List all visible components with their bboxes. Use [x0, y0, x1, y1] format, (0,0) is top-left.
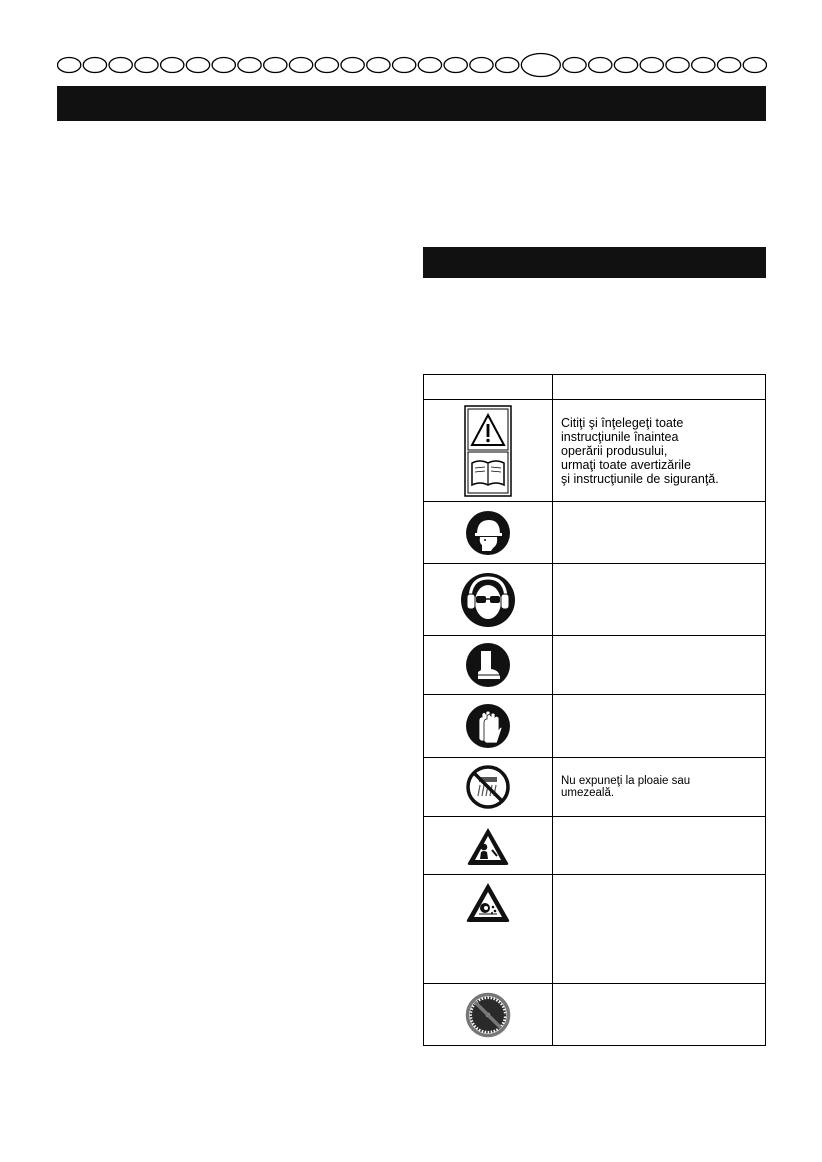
table-row [424, 502, 766, 564]
read-manual-warning-icon [464, 405, 512, 497]
safety-boots-icon [465, 642, 511, 688]
page-indicator-oval [264, 58, 287, 73]
hard-hat-icon [465, 510, 511, 556]
page-indicator [57, 52, 767, 78]
page-indicator-oval [717, 58, 740, 73]
page-indicator-oval [692, 58, 715, 73]
no-rain-icon [465, 764, 511, 810]
page-indicator-oval [83, 58, 106, 73]
safety-gloves-icon [465, 703, 511, 749]
table-row [424, 564, 766, 636]
page-indicator-oval [563, 58, 586, 73]
table-row [424, 400, 766, 502]
page-indicator-oval [418, 58, 441, 73]
table-row [424, 984, 766, 1046]
page-indicator-oval [58, 58, 81, 73]
table-row [424, 636, 766, 695]
page-indicator-oval [109, 58, 132, 73]
table-row [424, 695, 766, 758]
page-indicator-oval [470, 58, 493, 73]
eye-ear-protection-icon [460, 572, 516, 628]
page-indicator-oval [238, 58, 261, 73]
page-indicator-oval [589, 58, 612, 73]
page-indicator-oval [444, 58, 467, 73]
page-indicator-oval [212, 58, 235, 73]
table-header-row [424, 375, 766, 400]
page-indicator-active-oval [521, 54, 560, 77]
table-header-description [553, 375, 766, 400]
thrown-objects-warning-icon [465, 881, 511, 923]
safety-symbols-table [423, 374, 766, 1046]
table-row [424, 817, 766, 875]
section-header-bar [423, 247, 766, 278]
page-indicator-oval [289, 58, 312, 73]
table-row [424, 875, 766, 984]
page-indicator-oval [743, 58, 766, 73]
page-indicator-oval [135, 58, 158, 73]
symbol-description: Citiţi şi înţelegeţi toate instrucţiunile înaintea operării produsului, urmaţi toate avertizările şi instrucţiunile de siguranţă. [561, 415, 719, 486]
page-indicator-oval [614, 58, 637, 73]
page-indicator-oval [315, 58, 338, 73]
page-indicator-oval [496, 58, 519, 73]
keep-bystanders-away-icon [466, 826, 510, 866]
page-indicator-oval [367, 58, 390, 73]
symbol-description: Nu expuneţi la ploaie sau umezeală. [561, 775, 691, 799]
page-indicator-oval [161, 58, 184, 73]
page-indicator-oval [640, 58, 663, 73]
saw-blade-icon [465, 992, 511, 1038]
page-indicator-oval [666, 58, 689, 73]
title-bar [57, 86, 766, 121]
page-indicator-oval [341, 58, 364, 73]
page-indicator-oval [393, 58, 416, 73]
table-row [424, 758, 766, 817]
table-header-symbol [424, 375, 553, 400]
page-indicator-oval [186, 58, 209, 73]
